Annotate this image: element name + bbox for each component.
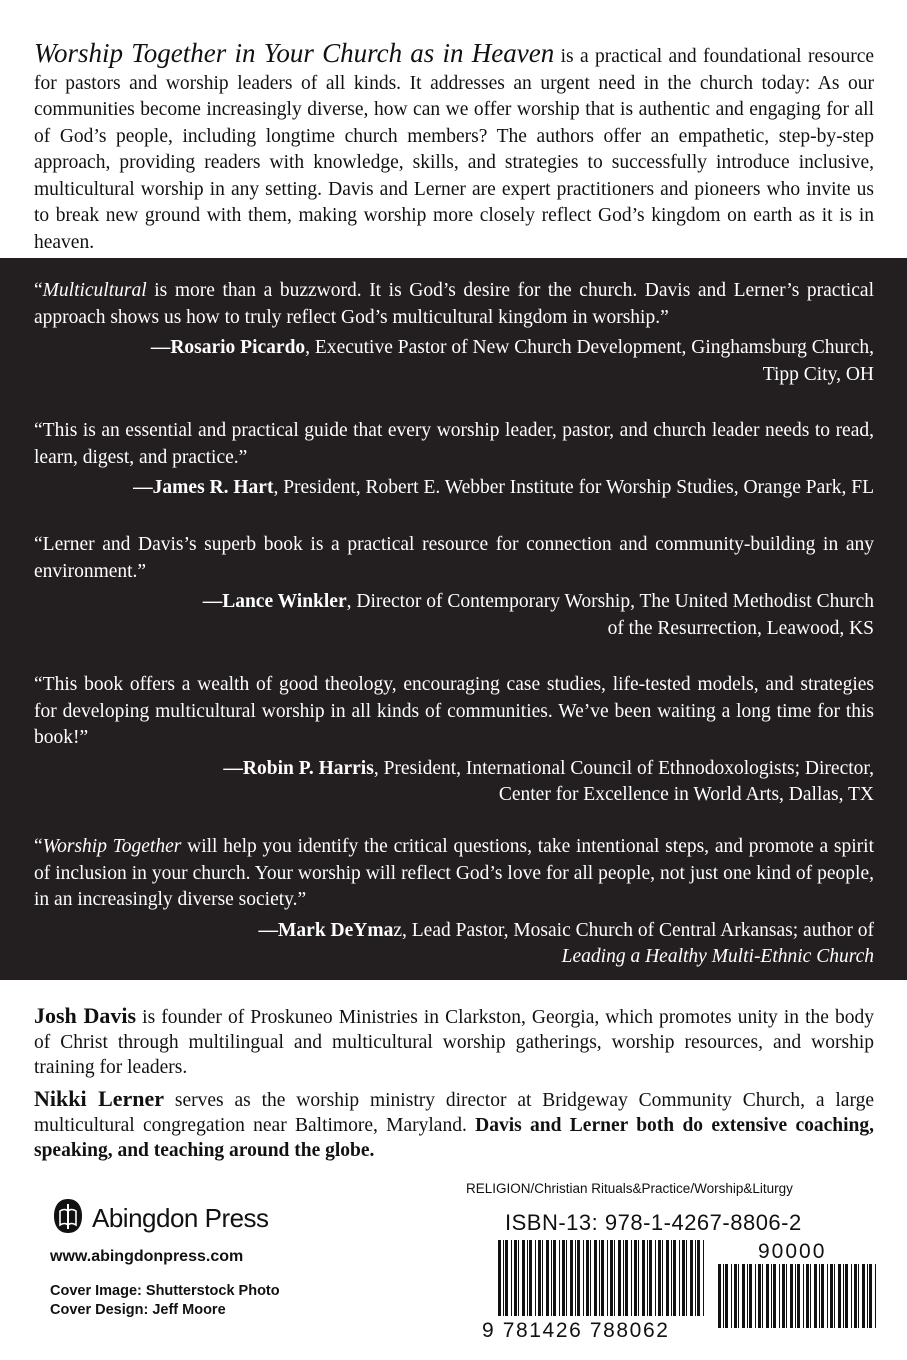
barcode-bar xyxy=(773,1264,776,1328)
book-title: Worship Together in Your Church as in Heaven xyxy=(34,38,555,68)
barcode-digits: 9 781426 788062 xyxy=(482,1319,670,1340)
barcode-bar xyxy=(590,1240,591,1316)
barcode-bar xyxy=(522,1240,525,1316)
quote-text: “This book offers a wealth of good theology, encouraging case studies, life-tested models, and strategies for developing multicultural worship in all kinds of communities. We’ve been waiting a long time for this book!” xyxy=(34,674,874,748)
barcode-bar xyxy=(843,1264,844,1328)
barcode-bar xyxy=(795,1264,796,1328)
barcode-bar xyxy=(718,1264,721,1328)
endorsement xyxy=(34,418,874,502)
barcode-bar xyxy=(723,1264,724,1328)
barcode-bar xyxy=(766,1264,769,1328)
barcode-bar xyxy=(862,1264,865,1328)
endorser-book-title: Leading a Healthy Multi-Ethnic Church xyxy=(561,946,874,967)
authors-closing: Davis and Lerner both do extensive coaching, speaking, and teaching around the globe. xyxy=(34,1115,874,1161)
barcode-bar xyxy=(854,1264,857,1328)
barcode-bar xyxy=(607,1240,608,1316)
barcode-bar xyxy=(838,1264,841,1328)
attribution xyxy=(34,335,874,388)
barcode-bar xyxy=(514,1240,517,1316)
barcode-bar xyxy=(542,1240,543,1316)
barcode-bar xyxy=(673,1240,676,1316)
publisher-website[interactable]: www.abingdonpress.com xyxy=(50,1248,244,1265)
barcode-bar xyxy=(771,1264,772,1328)
cover-image-credit: Cover Image: Shutterstock Photo xyxy=(50,1283,280,1299)
barcode-bar xyxy=(682,1240,685,1316)
barcode-bar xyxy=(503,1240,504,1316)
quote-text: is more than a buzzword. It is God’s desire for the church. Davis and Lerner’s practical approach shows us how to truly reflect God’s multicultural kingdom in worship.” xyxy=(34,280,874,328)
barcode-bar xyxy=(749,1264,752,1328)
quote-text: “This is an essential and practical guide that every worship leader, pastor, and church leader needs to read, learn, digest, and practice.” xyxy=(34,420,874,468)
barcode-bar xyxy=(690,1240,693,1316)
barcode-bar xyxy=(577,1240,580,1316)
author-bio-davis xyxy=(34,1003,874,1080)
endorser-location: of the Resurrection, Leawood, KS xyxy=(607,617,874,639)
barcode-bar xyxy=(758,1264,761,1328)
ean13-bars xyxy=(498,1240,704,1316)
barcode-bar xyxy=(535,1240,536,1316)
endorser-role: , Executive Pastor of New Church Development, Ginghamsburg Church, xyxy=(305,337,874,358)
barcode-bar xyxy=(614,1240,615,1316)
barcode-bar xyxy=(601,1240,604,1316)
endorser-name: —Rosario Picardo xyxy=(150,337,306,358)
barcode-bar xyxy=(634,1240,637,1316)
barcode-bar xyxy=(695,1240,696,1316)
endorsement xyxy=(34,532,874,642)
barcode-bar xyxy=(738,1264,739,1328)
barcode-bar xyxy=(583,1240,584,1316)
endorsement: “Worship Together will help you identify the critical questions, take intentional steps, and promote a spirit of inclusion in your church. Your worship will reflect God’s love for all people, not just one kind of people, in an increasingly diverse society.” —Mark DeYmaz, Lead Pastor, Mosaic Church of Central Arkansas; author of Leading a Healthy Multi-Ethnic Church xyxy=(34,834,874,971)
quote-text: “Lerner and Davis’s superb book is a practical resource for connection and community-building in any environment.” xyxy=(34,534,874,582)
cover-design-credit: Cover Design: Jeff Moore xyxy=(50,1302,226,1318)
author-name: Josh Davis xyxy=(34,1003,137,1028)
barcode-bar xyxy=(511,1240,512,1316)
endorser-name: —Lance Winkler xyxy=(202,591,347,612)
barcode-bar xyxy=(662,1240,663,1316)
barcode-bar xyxy=(851,1264,852,1328)
barcode-bar xyxy=(803,1264,804,1328)
barcode-bar xyxy=(538,1240,541,1316)
barcode-bar xyxy=(790,1264,793,1328)
barcode-bar xyxy=(570,1240,573,1316)
barcode-bar xyxy=(642,1240,645,1316)
barcode-bar xyxy=(498,1240,501,1316)
barcode-bar xyxy=(586,1240,589,1316)
description-text: is a practical and foundational resource for pastors and worship leaders of all kinds. It addresses an urgent need in the church today: As our communities become increasingly diverse, how can we offer worship that is authentic and engaging for all of God’s people, including longtime church members? The authors offer an empathetic, step-by-step approach, providing readers with knowledge, skills, and strategies to successfully introduce inclusive, multicultural worship in any setting. Davis and Lerner are expert practitioners and pioneers who invite us to break new ground with them, making worship more closely reflect God’s kingdom on earth as it is in heaven. xyxy=(34,46,875,253)
emphasis: Multicultural xyxy=(42,280,147,301)
endorser-name: —James R. Hart xyxy=(133,477,274,498)
endorser-role: , Director of Contemporary Worship, The United Methodist Church xyxy=(346,591,874,612)
endorser-role: , President, Robert E. Webber Institute for Worship Studies, Orange Park, FL xyxy=(273,477,874,498)
barcode-bar xyxy=(546,1240,549,1316)
barcode xyxy=(480,1240,882,1340)
barcode-bar xyxy=(845,1264,848,1328)
barcode-bar xyxy=(806,1264,809,1328)
barcode-bar xyxy=(655,1240,656,1316)
attribution xyxy=(34,589,874,642)
barcode-bar xyxy=(649,1240,652,1316)
barcode-bar xyxy=(505,1240,508,1316)
barcode-bar xyxy=(697,1240,700,1316)
barcode-bar xyxy=(703,1240,704,1316)
barcode-bar xyxy=(867,1264,868,1328)
barcode-bar xyxy=(679,1240,680,1316)
barcode-bar xyxy=(658,1240,661,1316)
barcode-bar xyxy=(821,1264,824,1328)
author-bio: is founder of Proskuneo Ministries in Clarkston, Georgia, which promotes unity in the body of Christ through multilingual and multicultural worship gatherings, worship resources, and worship training for leaders. xyxy=(34,1007,875,1078)
barcode-bar xyxy=(527,1240,528,1316)
endorsement xyxy=(34,672,874,809)
barcode-bar xyxy=(782,1264,785,1328)
barcode-bar xyxy=(762,1264,763,1328)
author-name: Nikki Lerner xyxy=(34,1086,165,1111)
endorser-role: , President, International Council of Ethnodoxologists; Director, xyxy=(373,757,874,779)
barcode-bar xyxy=(529,1240,532,1316)
barcode-bar xyxy=(610,1240,613,1316)
author-bio: serves as the worship ministry director at Bridgeway Community Church, a large multicultural congregation near Baltimore, Maryland. xyxy=(34,1090,874,1136)
barcode-bar xyxy=(575,1240,576,1316)
barcode-bar xyxy=(599,1240,600,1316)
barcode-bar xyxy=(647,1240,648,1316)
barcode-bar xyxy=(797,1264,800,1328)
barcode-bar xyxy=(686,1240,687,1316)
bisac-category: RELIGION/Christian Rituals&Practice/Worship&Liturgy xyxy=(466,1181,793,1196)
endorser-location: Center for Excellence in World Arts, Dallas, TX xyxy=(498,784,874,805)
barcode-bar xyxy=(638,1240,639,1316)
isbn-label: ISBN-13: 978-1-4267-8806-2 xyxy=(505,1210,802,1235)
barcode-bar xyxy=(618,1240,621,1316)
barcode-bar xyxy=(631,1240,632,1316)
author-bio-lerner xyxy=(34,1086,874,1163)
barcode-bar xyxy=(734,1264,737,1328)
endorsement: “Multicultural is more than a buzzword. It is God’s desire for the church. Davis and Lerner’s practical approach shows us how to truly reflect God’s multicultural kingdom in worship.” —Rosario Picardo, Executive Pastor of New Church Development, Ginghamsburg Church, Tipp City, OH xyxy=(34,278,874,388)
barcode-bar xyxy=(747,1264,748,1328)
barcode-bar xyxy=(518,1240,519,1316)
barcode-bar xyxy=(755,1264,756,1328)
barcode-bar xyxy=(553,1240,556,1316)
barcode-bar xyxy=(559,1240,560,1316)
barcode-bar xyxy=(625,1240,628,1316)
book-description xyxy=(34,40,874,256)
barcode-bar xyxy=(814,1264,817,1328)
barcode-bar xyxy=(834,1264,835,1328)
barcode-bar xyxy=(827,1264,828,1328)
endorser-name: —Mark DeYma xyxy=(258,919,394,941)
barcode-bar xyxy=(566,1240,567,1316)
barcode-bar xyxy=(830,1264,833,1328)
barcode-bar xyxy=(725,1264,728,1328)
publisher-logo xyxy=(50,1198,350,1238)
barcode-bar xyxy=(858,1264,859,1328)
endorser-location: Tipp City, OH xyxy=(762,363,874,385)
barcode-bar xyxy=(551,1240,552,1316)
barcode-bar xyxy=(786,1264,787,1328)
endorser-name: —Robin P. Harris xyxy=(223,757,374,779)
barcode-bar xyxy=(594,1240,597,1316)
barcode-bar xyxy=(875,1264,876,1328)
endorsements-panel xyxy=(0,258,907,980)
attribution xyxy=(34,918,874,971)
barcode-bar xyxy=(666,1240,669,1316)
barcode-bar xyxy=(671,1240,672,1316)
attribution xyxy=(34,756,874,809)
publisher-name: Abingdon Press xyxy=(92,1202,269,1233)
barcode-bar xyxy=(779,1264,780,1328)
barcode-bar xyxy=(869,1264,872,1328)
quote-text: will help you identify the critical questions, take intentional steps, and promote a spirit of inclusion in your church. Your worship will reflect God’s love for all people, not just one kind of people, in an increasingly diverse society.” xyxy=(34,836,874,910)
abingdon-logo-icon xyxy=(50,1197,86,1240)
price-code: 90000 xyxy=(758,1240,827,1263)
barcode-bar xyxy=(731,1264,732,1328)
barcode-bar xyxy=(742,1264,745,1328)
emphasis: Worship Together xyxy=(42,836,182,857)
barcode-bar xyxy=(623,1240,624,1316)
barcode-bar xyxy=(810,1264,811,1328)
barcode-bar xyxy=(562,1240,565,1316)
attribution xyxy=(34,475,874,502)
barcode-bar xyxy=(819,1264,820,1328)
price-addon-bars xyxy=(718,1264,876,1328)
endorser-role: z, Lead Pastor, Mosaic Church of Central Arkansas; author of xyxy=(393,919,874,941)
